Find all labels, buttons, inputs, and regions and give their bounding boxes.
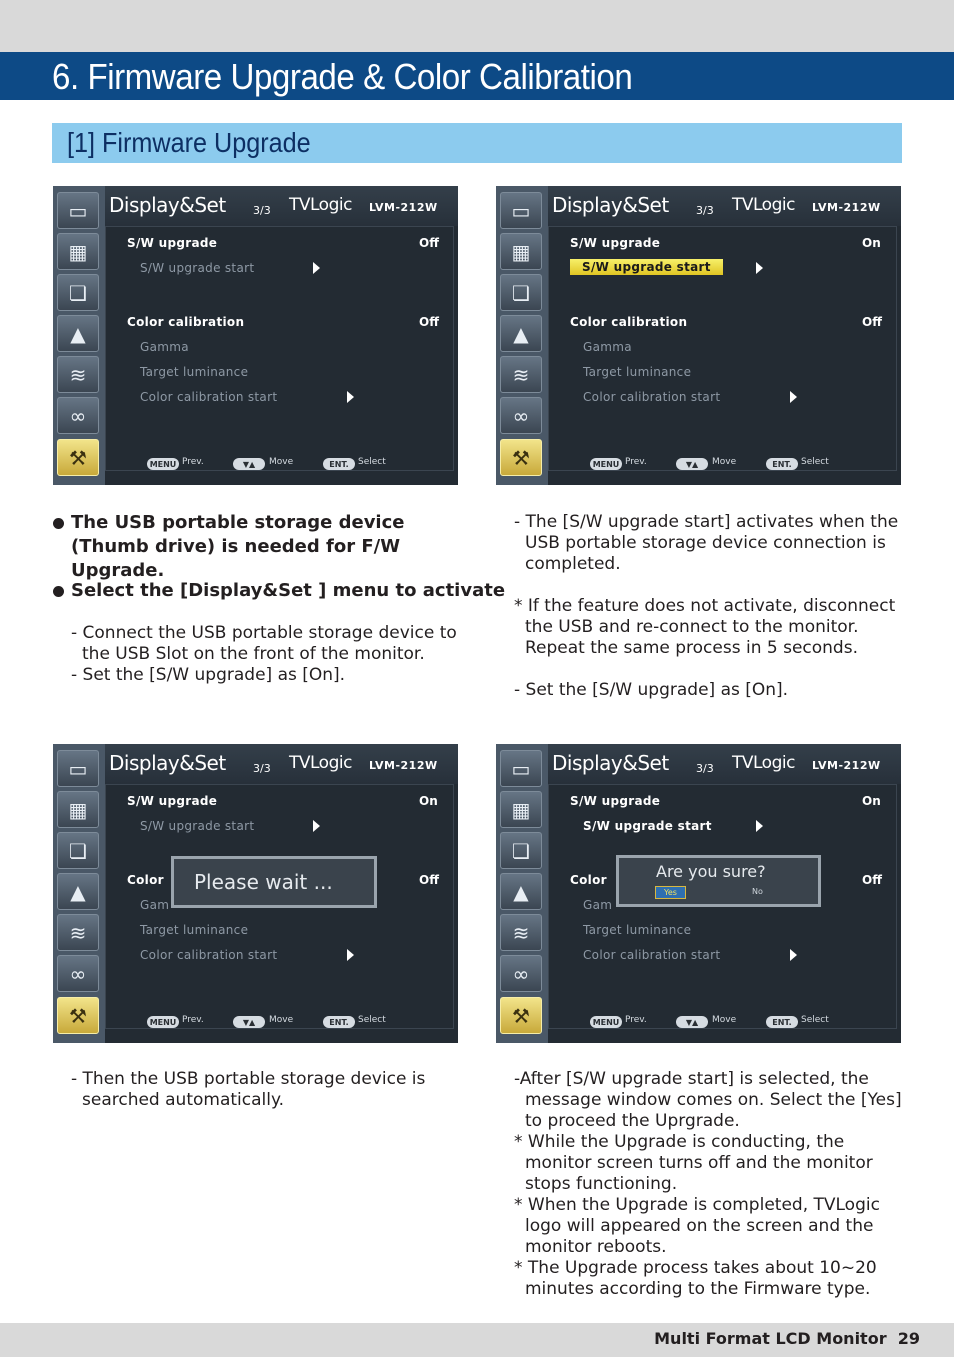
osd-brand: TVLogic xyxy=(732,753,795,773)
prev-label: Prev. xyxy=(182,457,204,467)
step-text: - Connect the USB portable storage device to xyxy=(71,623,457,643)
top-band xyxy=(0,0,954,52)
enter-key-icon: ENT. xyxy=(323,1016,355,1028)
osd-screenshot xyxy=(53,186,458,485)
move-label: Move xyxy=(269,457,294,467)
menu-sw-upgrade[interactable]: S/W upgrade xyxy=(127,236,218,250)
submenu-arrow-icon xyxy=(313,262,320,274)
note-text: message window comes on. Select the [Yes] xyxy=(525,1090,902,1110)
osd-page: 3/3 xyxy=(253,204,271,217)
icon-strip xyxy=(496,744,548,1043)
note-text: - Set the [S/W upgrade] as [On]. xyxy=(514,680,789,700)
menu-sw-upgrade-value: Off xyxy=(419,236,439,250)
menu-sw-upgrade-start[interactable]: S/W upgrade start xyxy=(570,259,723,275)
osd-page: 3/3 xyxy=(253,762,271,775)
note-text: the USB and re-connect to the monitor. xyxy=(525,617,859,637)
waveform-icon: ≋ xyxy=(57,914,99,951)
menu-sw-upgrade-value: On xyxy=(862,236,881,250)
note-text: monitor screen turns off and the monitor xyxy=(525,1153,873,1173)
up-down-key-icon: ▼▲ xyxy=(233,458,265,470)
enter-key-icon: ENT. xyxy=(766,458,798,470)
menu-target-luminance[interactable]: Target luminance xyxy=(583,923,692,937)
osd-screenshot xyxy=(53,744,458,1043)
color-bars-icon: ▦ xyxy=(500,233,542,270)
menu-color-calibration-value: Off xyxy=(419,315,439,329)
no-button[interactable]: No xyxy=(752,887,763,896)
up-down-key-icon: ▼▲ xyxy=(676,458,708,470)
menu-color-calibration[interactable]: Color calibration xyxy=(127,315,245,329)
step-text: searched automatically. xyxy=(82,1090,284,1110)
osd-model: LVM-212W xyxy=(369,759,438,772)
submenu-arrow-icon xyxy=(347,391,354,403)
osd-footer xyxy=(548,454,901,474)
wrench-icon: ⚒ xyxy=(57,997,99,1034)
submenu-arrow-icon xyxy=(347,949,354,961)
note-text: * When the Upgrade is completed, TVLogic xyxy=(514,1195,880,1215)
osd-page: 3/3 xyxy=(696,204,714,217)
menu-gamma[interactable]: Gamma xyxy=(140,340,189,354)
bullet-select-menu: Select the [Display&Set ] menu to activate xyxy=(71,580,506,601)
osd-brand: TVLogic xyxy=(289,753,352,773)
icon-strip xyxy=(53,186,105,485)
menu-color-calibration-value: Off xyxy=(862,873,882,887)
monitor-icon: ▭ xyxy=(57,192,99,229)
menu-gamma[interactable]: Gamma xyxy=(583,340,632,354)
note-text: stops functioning. xyxy=(525,1174,678,1194)
menu-target-luminance[interactable]: Target luminance xyxy=(583,365,692,379)
marker-icon: ▲ xyxy=(57,873,99,910)
window-icon: ❏ xyxy=(57,274,99,311)
yes-button[interactable]: Yes xyxy=(655,886,686,899)
section-header xyxy=(52,123,902,163)
menu-sw-upgrade-start[interactable]: S/W upgrade start xyxy=(583,819,712,833)
select-label: Select xyxy=(801,1015,829,1025)
waveform-icon: ≋ xyxy=(500,356,542,393)
menu-gamma[interactable]: Gam xyxy=(140,898,170,912)
please-wait-message: Please wait ... xyxy=(194,870,333,894)
enter-key-icon: ENT. xyxy=(766,1016,798,1028)
osd-page: 3/3 xyxy=(696,762,714,775)
enter-key-icon: ENT. xyxy=(323,458,355,470)
move-label: Move xyxy=(269,1015,294,1025)
link-icon: ∞ xyxy=(57,397,99,434)
osd-footer xyxy=(105,454,458,474)
prev-label: Prev. xyxy=(625,457,647,467)
menu-key-icon: MENU xyxy=(147,1016,179,1028)
submenu-arrow-icon xyxy=(756,820,763,832)
note-text: * While the Upgrade is conducting, the xyxy=(514,1132,845,1152)
osd-footer xyxy=(105,1012,458,1032)
link-icon: ∞ xyxy=(500,397,542,434)
osd-model: LVM-212W xyxy=(369,201,438,214)
osd-title: Display&Set xyxy=(109,193,226,217)
menu-key-icon: MENU xyxy=(590,458,622,470)
prev-label: Prev. xyxy=(182,1015,204,1025)
select-label: Select xyxy=(358,1015,386,1025)
osd-screenshot xyxy=(496,744,901,1043)
note-text: Repeat the same process in 5 seconds. xyxy=(525,638,858,658)
icon-strip xyxy=(496,186,548,485)
chapter-title: 6. Firmware Upgrade & Color Calibration xyxy=(52,56,633,97)
icon-strip xyxy=(53,744,105,1043)
menu-color-calibration-start[interactable]: Color calibration start xyxy=(140,948,278,962)
up-down-key-icon: ▼▲ xyxy=(676,1016,708,1028)
bullet-usb-required: The USB portable storage device (Thumb drive) is needed for F/W Upgrade. xyxy=(71,512,405,581)
window-icon: ❏ xyxy=(500,832,542,869)
menu-sw-upgrade-start[interactable]: S/W upgrade start xyxy=(140,819,255,833)
footer-label: Multi Format LCD Monitor 29 xyxy=(654,1329,920,1348)
menu-key-icon: MENU xyxy=(147,458,179,470)
menu-sw-upgrade-start[interactable]: S/W upgrade start xyxy=(140,261,255,275)
please-wait-dialog xyxy=(171,856,377,908)
osd-brand: TVLogic xyxy=(289,195,352,215)
note-text: -After [S/W upgrade start] is selected, the xyxy=(514,1069,869,1089)
note-text: completed. xyxy=(525,554,621,574)
submenu-arrow-icon xyxy=(756,262,763,274)
marker-icon: ▲ xyxy=(500,315,542,352)
menu-color-calibration-start[interactable]: Color calibration start xyxy=(583,948,721,962)
submenu-arrow-icon xyxy=(790,391,797,403)
confirm-dialog xyxy=(616,855,821,907)
step-text: - Set the [S/W upgrade] as [On]. xyxy=(71,665,346,685)
move-label: Move xyxy=(712,1015,737,1025)
submenu-arrow-icon xyxy=(790,949,797,961)
note-text: * The Upgrade process takes about 10~20 xyxy=(514,1258,877,1278)
marker-icon: ▲ xyxy=(57,315,99,352)
note-text: monitor reboots. xyxy=(525,1237,667,1257)
menu-key-icon: MENU xyxy=(590,1016,622,1028)
osd-model: LVM-212W xyxy=(812,201,881,214)
menu-sw-upgrade-value: On xyxy=(419,794,438,808)
monitor-icon: ▭ xyxy=(500,750,542,787)
osd-model: LVM-212W xyxy=(812,759,881,772)
prev-label: Prev. xyxy=(625,1015,647,1025)
window-icon: ❏ xyxy=(57,832,99,869)
menu-sw-upgrade[interactable]: S/W upgrade xyxy=(570,236,661,250)
menu-sw-upgrade[interactable]: S/W upgrade xyxy=(127,794,218,808)
section-title: [1] Firmware Upgrade xyxy=(67,127,311,158)
note-text: to proceed the Uprgrade. xyxy=(525,1111,740,1131)
bullet-dot xyxy=(53,518,64,529)
window-icon: ❏ xyxy=(500,274,542,311)
link-icon: ∞ xyxy=(57,955,99,992)
osd-brand: TVLogic xyxy=(732,195,795,215)
color-bars-icon: ▦ xyxy=(500,791,542,828)
step-text: - Then the USB portable storage device is xyxy=(71,1069,426,1089)
color-bars-icon: ▦ xyxy=(57,233,99,270)
wrench-icon: ⚒ xyxy=(500,439,542,476)
submenu-arrow-icon xyxy=(313,820,320,832)
note-text: - The [S/W upgrade start] activates when the xyxy=(514,512,899,532)
menu-color-calibration[interactable]: Color xyxy=(127,873,164,887)
menu-color-calibration[interactable]: Color xyxy=(570,873,607,887)
note-text: logo will appeared on the screen and the xyxy=(525,1216,874,1236)
wrench-icon: ⚒ xyxy=(57,439,99,476)
menu-color-calibration-value: Off xyxy=(862,315,882,329)
menu-sw-upgrade-value: On xyxy=(862,794,881,808)
menu-target-luminance[interactable]: Target luminance xyxy=(140,923,249,937)
up-down-key-icon: ▼▲ xyxy=(233,1016,265,1028)
step-text: the USB Slot on the front of the monitor. xyxy=(82,644,425,664)
monitor-icon: ▭ xyxy=(57,750,99,787)
link-icon: ∞ xyxy=(500,955,542,992)
menu-color-calibration-start[interactable]: Color calibration start xyxy=(140,390,278,404)
menu-color-calibration-value: Off xyxy=(419,873,439,887)
page-footer xyxy=(0,1323,954,1357)
note-text: minutes according to the Firmware type. xyxy=(525,1279,871,1299)
chapter-header xyxy=(0,52,954,100)
color-bars-icon: ▦ xyxy=(57,791,99,828)
select-label: Select xyxy=(801,457,829,467)
confirm-message: Are you sure? xyxy=(656,862,766,881)
osd-title: Display&Set xyxy=(552,751,669,775)
wrench-icon: ⚒ xyxy=(500,997,542,1034)
menu-color-calibration[interactable]: Color calibration xyxy=(570,315,688,329)
marker-icon: ▲ xyxy=(500,873,542,910)
waveform-icon: ≋ xyxy=(57,356,99,393)
osd-screenshot xyxy=(496,186,901,485)
select-label: Select xyxy=(358,457,386,467)
osd-title: Display&Set xyxy=(552,193,669,217)
menu-gamma[interactable]: Gam xyxy=(583,898,613,912)
osd-title: Display&Set xyxy=(109,751,226,775)
page-number: 29 xyxy=(897,1329,920,1348)
osd-footer xyxy=(548,1012,901,1032)
note-text: USB portable storage device connection is xyxy=(525,533,886,553)
waveform-icon: ≋ xyxy=(500,914,542,951)
menu-sw-upgrade[interactable]: S/W upgrade xyxy=(570,794,661,808)
bullet-dot xyxy=(53,586,64,597)
move-label: Move xyxy=(712,457,737,467)
menu-color-calibration-start[interactable]: Color calibration start xyxy=(583,390,721,404)
monitor-icon: ▭ xyxy=(500,192,542,229)
note-text: * If the feature does not activate, disconnect xyxy=(514,596,896,616)
menu-target-luminance[interactable]: Target luminance xyxy=(140,365,249,379)
